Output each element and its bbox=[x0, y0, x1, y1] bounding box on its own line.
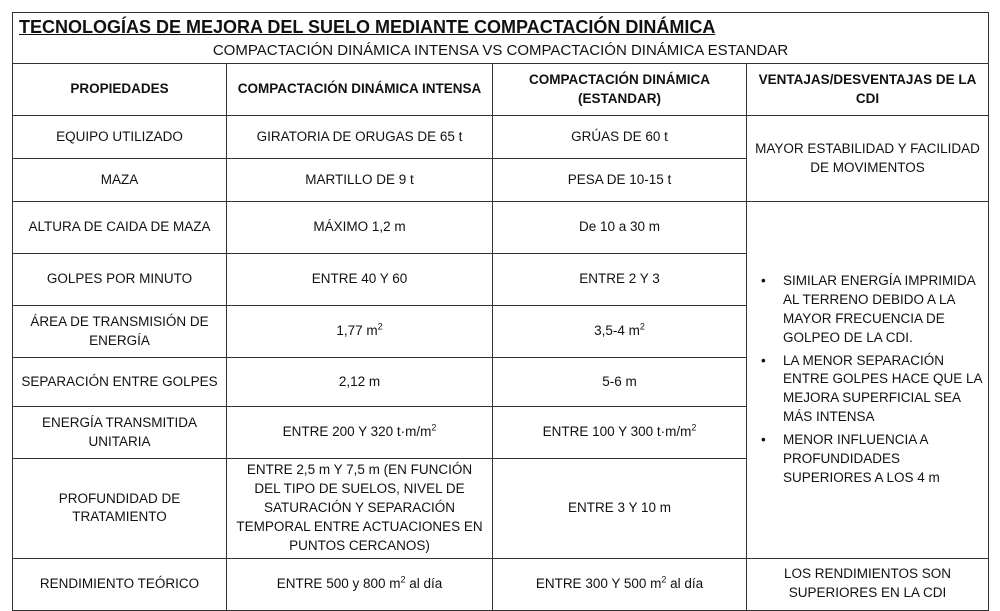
property-cell: ALTURA DE CAIDA DE MAZA bbox=[13, 202, 227, 254]
advantages-cell-performance: LOS RENDIMIENTOS SON SUPERIORES EN LA CDI bbox=[747, 558, 989, 610]
cdi-cell: 2,12 m bbox=[227, 358, 493, 407]
header-standard-line2: (ESTANDAR) bbox=[578, 90, 661, 106]
comparison-document bbox=[12, 12, 988, 611]
header-row bbox=[13, 64, 989, 116]
standard-value: ENTRE 100 Y 300 t·m/m bbox=[542, 424, 692, 440]
cdi-cell bbox=[227, 407, 493, 459]
list-item: • SIMILAR ENERGÍA IMPRIMIDA AL TERRENO DEBIDO A LA MAYOR FRECUENCIA DE GOLPEO DE LA CDI. bbox=[783, 272, 982, 348]
standard-cell bbox=[493, 558, 747, 610]
cdi-value: ENTRE 200 Y 320 t·m/m bbox=[282, 424, 432, 440]
standard-cell: ENTRE 2 Y 3 bbox=[493, 254, 747, 306]
standard-cell: PESA DE 10-15 t bbox=[493, 159, 747, 202]
property-cell: PROFUNDIDAD DE TRATAMIENTO bbox=[13, 459, 227, 558]
property-cell: RENDIMIENTO TEÓRICO bbox=[13, 558, 227, 610]
cdi-value: ENTRE 500 y 800 m bbox=[276, 575, 401, 591]
page-subtitle: COMPACTACIÓN DINÁMICA INTENSA VS COMPACTACIÓN DINÁMICA ESTANDAR bbox=[13, 40, 989, 64]
header-advantages: VENTAJAS/DESVENTAJAS DE LA CDI bbox=[747, 64, 989, 116]
advantages-list bbox=[753, 272, 982, 488]
cdi-cell bbox=[227, 306, 493, 358]
standard-cell: GRÚAS DE 60 t bbox=[493, 116, 747, 159]
superscript: 2 bbox=[661, 574, 667, 585]
cdi-cell: MARTILLO DE 9 t bbox=[227, 159, 493, 202]
standard-cell: 5-6 m bbox=[493, 358, 747, 407]
superscript: 2 bbox=[691, 422, 697, 433]
table-row bbox=[13, 558, 989, 610]
advantages-cell-equipment: MAYOR ESTABILIDAD Y FACILIDAD DE MOVIMENTOS bbox=[747, 116, 989, 202]
comparison-table bbox=[12, 12, 989, 611]
property-cell: ÁREA DE TRANSMISIÓN DE ENERGÍA bbox=[13, 306, 227, 358]
standard-value-suffix: al día bbox=[666, 575, 704, 591]
standard-cell bbox=[493, 407, 747, 459]
cdi-cell: ENTRE 40 Y 60 bbox=[227, 254, 493, 306]
property-cell: GOLPES POR MINUTO bbox=[13, 254, 227, 306]
standard-cell bbox=[493, 306, 747, 358]
header-properties: PROPIEDADES bbox=[13, 64, 227, 116]
header-standard-line1: COMPACTACIÓN DINÁMICA bbox=[529, 71, 710, 87]
property-cell: EQUIPO UTILIZADO bbox=[13, 116, 227, 159]
cdi-value-suffix: al día bbox=[405, 575, 443, 591]
superscript: 2 bbox=[400, 574, 406, 585]
superscript: 2 bbox=[377, 321, 383, 332]
cdi-cell: ENTRE 2,5 m Y 7,5 m (EN FUNCIÓN DEL TIPO DE SUELOS, NIVEL DE SATURACIÓN Y SEPARACIÓN TEMPORAL ENTRE ACTUACIONES EN PUNTOS CERCANOS) bbox=[227, 459, 493, 558]
cdi-cell: GIRATORIA DE ORUGAS DE 65 t bbox=[227, 116, 493, 159]
advantages-cell-bullets bbox=[747, 202, 989, 558]
property-cell: ENERGÍA TRANSMITIDA UNITARIA bbox=[13, 407, 227, 459]
table-row bbox=[13, 116, 989, 159]
header-standard bbox=[493, 64, 747, 116]
superscript: 2 bbox=[431, 422, 437, 433]
subtitle-row bbox=[13, 40, 989, 64]
table-row bbox=[13, 202, 989, 254]
standard-value: 3,5-4 m bbox=[594, 323, 640, 339]
list-item: • MENOR INFLUENCIA A PROFUNDIDADES SUPERIORES A LOS 4 m bbox=[783, 431, 982, 488]
property-cell: SEPARACIÓN ENTRE GOLPES bbox=[13, 358, 227, 407]
cdi-value: 1,77 m bbox=[336, 323, 378, 339]
cdi-cell bbox=[227, 558, 493, 610]
standard-value: ENTRE 300 Y 500 m bbox=[535, 575, 662, 591]
page-title: TECNOLOGÍAS DE MEJORA DEL SUELO MEDIANTE COMPACTACIÓN DINÁMICA bbox=[13, 13, 989, 41]
cdi-cell: MÁXIMO 1,2 m bbox=[227, 202, 493, 254]
standard-cell: ENTRE 3 Y 10 m bbox=[493, 459, 747, 558]
list-item: • LA MENOR SEPARACIÓN ENTRE GOLPES HACE QUE LA MEJORA SUPERFICIAL SEA MÁS INTENSA bbox=[783, 352, 982, 428]
property-cell: MAZA bbox=[13, 159, 227, 202]
standard-cell: De 10 a 30 m bbox=[493, 202, 747, 254]
header-cdi: COMPACTACIÓN DINÁMICA INTENSA bbox=[227, 64, 493, 116]
superscript: 2 bbox=[639, 321, 645, 332]
title-row bbox=[13, 13, 989, 41]
